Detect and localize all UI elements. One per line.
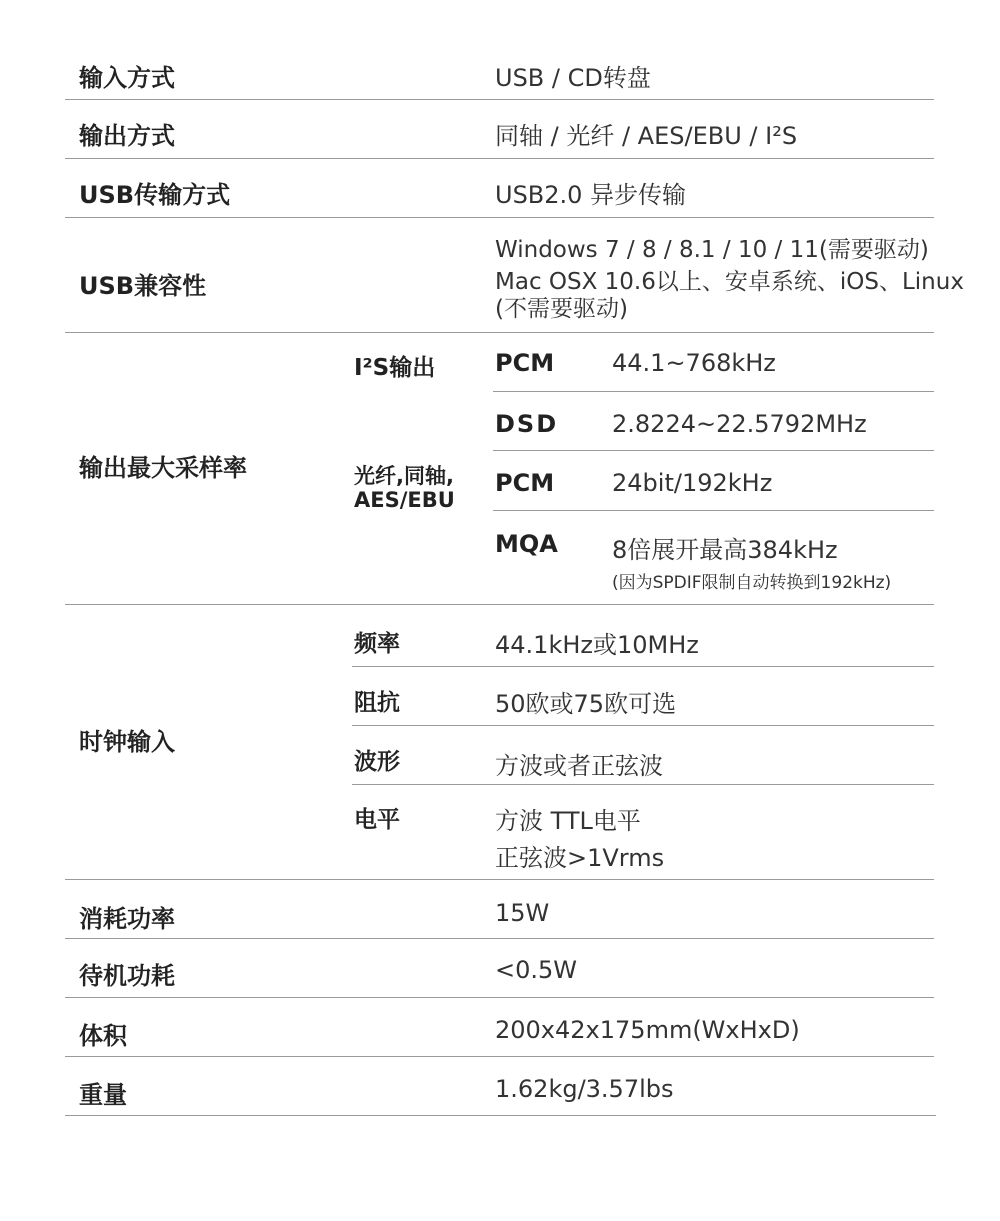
clock-item-value: 50欧或75欧可选 (495, 690, 677, 718)
input-method-label: 输入方式 (79, 64, 175, 92)
usb-compat-line: Windows 7 / 8 / 8.1 / 10 / 11(需要驱动) (495, 237, 929, 263)
i2s-output-label: I²S输出 (354, 355, 436, 381)
sample-rate-value: 2.8224~22.5792MHz (612, 410, 867, 438)
row-divider (65, 997, 934, 998)
row-divider (65, 938, 934, 939)
row-divider (65, 604, 934, 605)
clock-item-value: 方波或者正弦波 (495, 752, 663, 780)
format-label: PCM (495, 349, 555, 377)
row-divider (65, 158, 934, 159)
usb-compat-label: USB兼容性 (79, 272, 207, 300)
row-divider (65, 1056, 934, 1057)
dimensions-label: 体积 (79, 1022, 127, 1050)
sub-row-divider (493, 450, 934, 451)
output-method-value: 同轴 / 光纤 / AES/EBU / I²S (495, 122, 798, 150)
weight-value: 1.62kg/3.57lbs (495, 1075, 674, 1103)
format-label: DSD (495, 410, 559, 438)
output-method-label: 输出方式 (79, 122, 175, 150)
clock-item-name: 阻抗 (354, 690, 400, 716)
usb-compat-line: Mac OSX 10.6以上、安卓系统、iOS、Linux (495, 269, 964, 295)
dimensions-value: 200x42x175mm(WxHxD) (495, 1016, 800, 1044)
standby-power-label: 待机功耗 (79, 962, 175, 990)
row-divider (65, 99, 934, 100)
max-sample-rate-label: 输出最大采样率 (79, 454, 247, 482)
input-method-value: USB / CD转盘 (495, 64, 651, 92)
row-divider (65, 1115, 936, 1116)
usb-compat-line: (不需要驱动) (495, 296, 628, 322)
sub-row-divider (352, 784, 934, 785)
standby-power-value: <0.5W (495, 956, 578, 984)
format-label: PCM (495, 469, 555, 497)
sub-row-divider (352, 725, 934, 726)
clock-item-value: 方波 TTL电平 (495, 807, 641, 835)
clock-item-name: 电平 (354, 807, 400, 833)
usb-transfer-value: USB2.0 异步传输 (495, 181, 687, 209)
clock-item-value: 正弦波>1Vrms (495, 844, 665, 872)
weight-label: 重量 (79, 1081, 127, 1109)
sample-rate-value: 24bit/192kHz (612, 469, 773, 497)
clock-item-value: 44.1kHz或10MHz (495, 631, 699, 659)
clock-item-name: 频率 (354, 631, 400, 657)
power-consumption-value: 15W (495, 899, 550, 927)
sub-row-divider (493, 510, 934, 511)
mqa-note: (因为SPDIF限制自动转换到192kHz) (612, 573, 892, 593)
spdif-group-label: 光纤,同轴, (354, 464, 454, 488)
sub-row-divider (352, 666, 934, 667)
clock-item-name: 波形 (354, 749, 400, 775)
format-label: MQA (495, 530, 558, 558)
usb-transfer-label: USB传输方式 (79, 181, 231, 209)
sub-row-divider (493, 391, 934, 392)
row-divider (65, 217, 934, 218)
row-divider (65, 879, 934, 880)
sample-rate-value: 8倍展开最高384kHz (612, 536, 838, 564)
spdif-group-label: AES/EBU (354, 488, 455, 512)
row-divider (65, 332, 934, 333)
power-consumption-label: 消耗功率 (79, 905, 175, 933)
clock-input-label: 时钟输入 (79, 728, 175, 756)
sample-rate-value: 44.1~768kHz (612, 349, 776, 377)
